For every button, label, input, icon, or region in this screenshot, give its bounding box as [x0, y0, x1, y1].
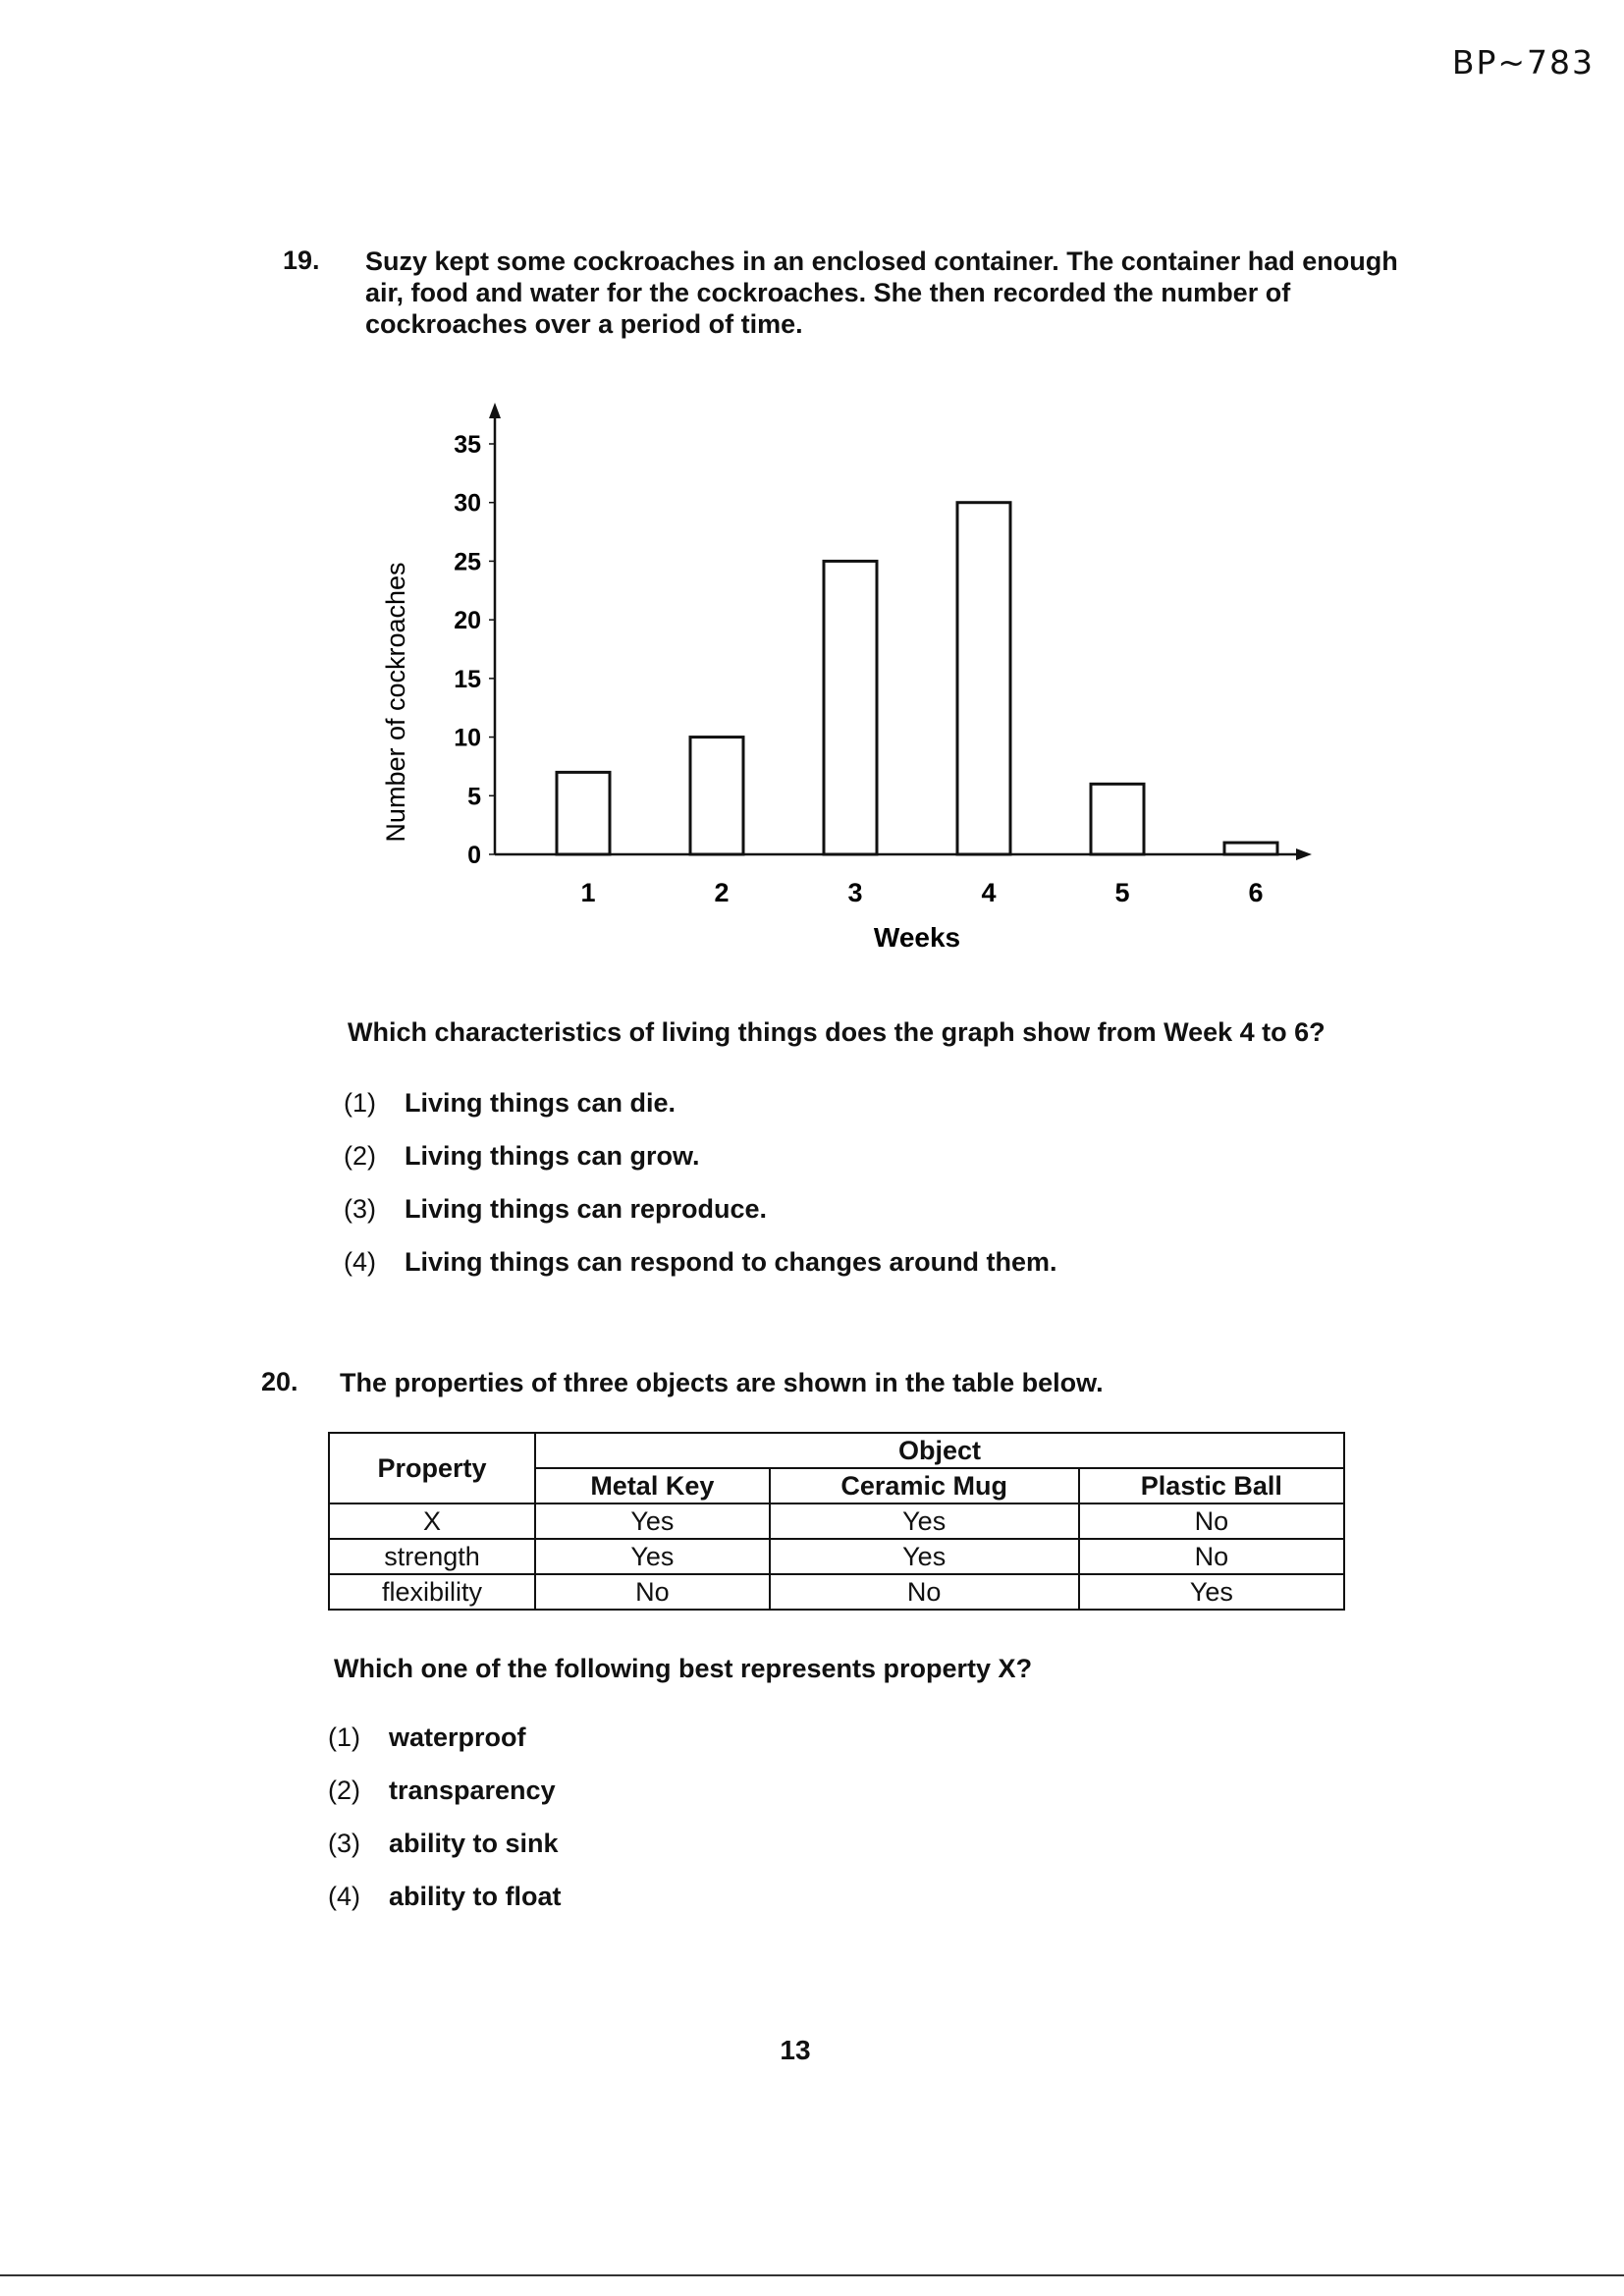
option-number: (4) [344, 1246, 376, 1277]
table-column-header: Plastic Ball [1079, 1468, 1344, 1503]
table-row-label: strength [329, 1539, 535, 1574]
table-corner-header: Property [329, 1433, 535, 1503]
question-19-text: Suzy kept some cockroaches in an enclosed container. The container had enough air, food and water for the cockroaches. She then recorded the number of cockroaches over a period of time. [365, 246, 1398, 339]
table-cell: No [1079, 1503, 1344, 1539]
question-20-number: 20. [261, 1367, 298, 1396]
option-number: (1) [344, 1087, 376, 1118]
table-cell: Yes [1079, 1574, 1344, 1610]
y-tick-label: 20 [454, 607, 481, 635]
option-item[interactable] [328, 1711, 562, 1764]
option-item[interactable] [328, 1817, 562, 1870]
x-tick-label: 1 [580, 878, 596, 907]
table-cell: Yes [535, 1539, 770, 1574]
option-text: ability to float [389, 1881, 562, 1911]
bar [1091, 784, 1144, 854]
option-text: Living things can respond to changes around them. [405, 1246, 1057, 1277]
table-cell: No [1079, 1539, 1344, 1574]
table-column-header: Metal Key [535, 1468, 770, 1503]
option-number: (1) [328, 1722, 360, 1752]
option-number: (4) [328, 1881, 360, 1911]
option-text: waterproof [389, 1722, 526, 1752]
question-20-text: The properties of three objects are shown in the table below. [340, 1368, 1104, 1397]
properties-table [328, 1432, 1345, 1611]
y-tick-label: 15 [454, 665, 481, 693]
table-cell: Yes [535, 1503, 770, 1539]
option-number: (3) [344, 1193, 376, 1224]
question-20-options [328, 1711, 562, 1923]
option-item[interactable] [344, 1182, 1057, 1235]
option-item[interactable] [344, 1076, 1057, 1129]
x-tick-label: 5 [1114, 878, 1130, 907]
table-column-header: Ceramic Mug [770, 1468, 1079, 1503]
table-cell: No [770, 1574, 1079, 1610]
y-tick-label: 5 [467, 783, 481, 811]
option-item[interactable] [344, 1235, 1057, 1288]
option-number: (2) [344, 1140, 376, 1171]
bar [690, 738, 743, 854]
option-text: Living things can die. [405, 1087, 677, 1118]
question-20-prompt: Which one of the following best represents property X? [334, 1654, 1033, 1683]
table-row [329, 1574, 1344, 1610]
question-19-options [344, 1076, 1057, 1288]
y-tick-label: 25 [454, 548, 481, 576]
y-axis-label: Number of cockroaches [381, 562, 410, 843]
x-axis-label: Weeks [873, 922, 961, 953]
option-item[interactable] [344, 1129, 1057, 1182]
y-tick-label: 10 [454, 724, 481, 752]
table-cell: Yes [770, 1503, 1079, 1539]
table-row [329, 1503, 1344, 1539]
bottom-rule [0, 2274, 1624, 2276]
option-text: Living things can reproduce. [405, 1193, 768, 1224]
bar [557, 772, 610, 854]
table-cell: No [535, 1574, 770, 1610]
x-tick-label: 3 [847, 878, 863, 907]
y-tick-label: 30 [454, 489, 481, 518]
y-axis-arrow [489, 403, 501, 418]
x-tick-label: 4 [981, 878, 997, 907]
bar [1224, 843, 1277, 854]
option-number: (2) [328, 1775, 360, 1805]
question-19-prompt: Which characteristics of living things does the graph show from Week 4 to 6? [348, 1017, 1326, 1047]
bar [957, 503, 1010, 854]
option-item[interactable] [328, 1870, 562, 1923]
table-cell: Yes [770, 1539, 1079, 1574]
page-number: 13 [780, 2035, 811, 2065]
option-text: ability to sink [389, 1828, 559, 1858]
option-number: (3) [328, 1828, 360, 1858]
table-row [329, 1539, 1344, 1574]
y-tick-label: 35 [454, 431, 481, 459]
cockroach-bar-chart [363, 393, 1326, 982]
question-19-number: 19. [283, 246, 320, 275]
paper-code: BP~783 [1451, 43, 1595, 82]
x-tick-label: 2 [714, 878, 730, 907]
table-row-label: X [329, 1503, 535, 1539]
y-tick-label: 0 [467, 842, 481, 869]
table-row-label: flexibility [329, 1574, 535, 1610]
bar [824, 561, 877, 854]
table-group-header: Object [535, 1433, 1344, 1468]
option-text: Living things can grow. [405, 1140, 700, 1171]
option-text: transparency [389, 1775, 556, 1805]
option-item[interactable] [328, 1764, 562, 1817]
x-tick-label: 6 [1248, 878, 1264, 907]
x-axis-arrow [1296, 848, 1312, 860]
